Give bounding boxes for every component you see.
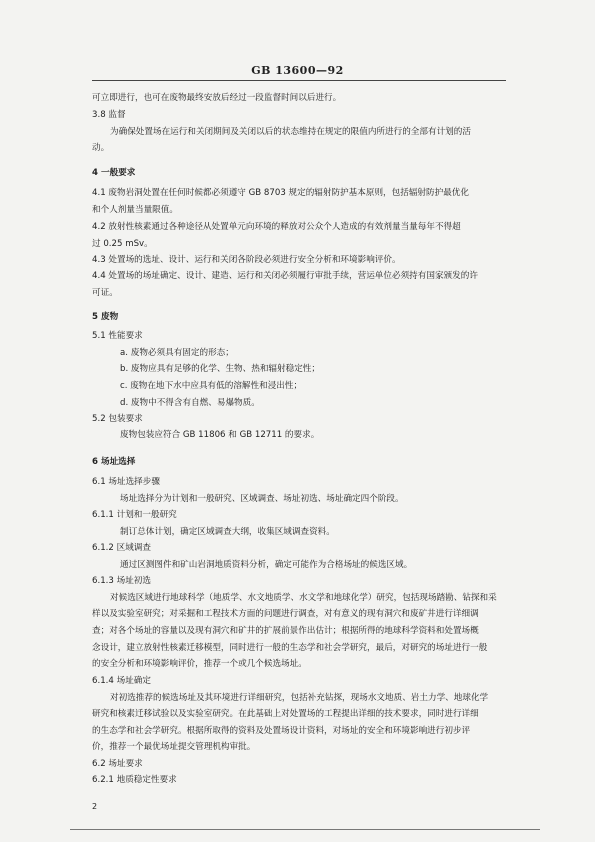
footer-rule xyxy=(70,829,540,830)
text-line: 样以及实验室研究；对采掘和工程技术方面的问题进行调查，对有意义的现有洞穴和废矿井进行详细调 xyxy=(92,609,479,619)
list-item-c: c. 废物在地下水中应具有低的溶解性和浸出性； xyxy=(120,381,303,391)
list-item-a: a. 废物必须具有固定的形态； xyxy=(120,348,234,358)
clause-6-2: 6.2 场址要求 xyxy=(92,759,143,769)
clause-6-2-1: 6.2.1 地质稳定性要求 xyxy=(92,775,177,785)
clause-5-2: 5.2 包装要求 xyxy=(92,414,143,424)
text-line: 动。 xyxy=(92,143,110,153)
section-heading-4: 4 一般要求 xyxy=(92,168,136,178)
text-line: 查；对各个场址的容量以及现有洞穴和矿井的扩展前景作出估计；根据所得的地球科学资料和处置场概 xyxy=(92,626,479,636)
text-line: 对候选区域进行地球科学（地质学、水文地质学、水文学和地球化学）研究，包括现场踏勘、钻探和采 xyxy=(110,593,497,603)
clause-6-1-2: 6.1.2 区域调查 xyxy=(92,543,151,553)
section-heading-5: 5 废物 xyxy=(92,312,119,322)
standard-number-header: GB 13600—92 xyxy=(251,64,344,77)
clause-6-1: 6.1 场址选择步骤 xyxy=(92,477,160,487)
clause-5-1: 5.1 性能要求 xyxy=(92,331,143,341)
text-line: 念设计，建立放射性核素迁移模型，同时进行一般的生态学和社会学研究，最后，对研究的场址进行一般 xyxy=(92,643,488,653)
list-item-d: d. 废物中不得含有自燃、易爆物质。 xyxy=(120,398,260,408)
text-line: 为确保处置场在运行和关闭期间及关闭以后的状态维持在规定的限值内所进行的全部有计划的活 xyxy=(110,127,471,137)
text-line: 和个人剂量当量限值。 xyxy=(92,205,178,215)
text-line: 的安全分析和环境影响评价，推荐一个或几个候选场址。 xyxy=(92,659,307,669)
list-item-b: b. 废物应具有足够的化学、生物、热和辐射稳定性； xyxy=(120,364,320,374)
text-line: 通过区测图件和矿山岩洞地质资料分析，确定可能作为合格场址的候选区域。 xyxy=(120,560,413,570)
clause-4-1: 4.1 废物岩洞处置在任何时候都必须遵守 GB 8703 规定的辐射防护基本原则，包括辐射防护最优化 xyxy=(92,188,469,198)
section-heading-6: 6 场址选择 xyxy=(92,457,136,467)
text-line: 场址选择分为计划和一般研究、区域调查、场址初选、场址确定四个阶段。 xyxy=(120,494,404,504)
text-line: 对初选推荐的候选场址及其环境进行详细研究，包括补充钻探，现场水文地质、岩土力学、地球化学 xyxy=(110,693,489,703)
text-line: 过 0.25 mSv。 xyxy=(92,239,153,249)
text-line: 的生态学和社会学研究。根据所取得的资料及处置场设计资料，对场址的安全和环境影响进行初步评 xyxy=(92,726,471,736)
header-rule xyxy=(92,80,506,81)
clause-4-3: 4.3 处置场的选址、设计、运行和关闭各阶段必须进行安全分析和环境影响评价。 xyxy=(92,255,401,265)
text-line: 研究和核素迁移试验以及实验室研究。在此基础上对处置场的工程提出详细的技术要求，同时进行详细 xyxy=(92,709,479,719)
text-line: 可证。 xyxy=(92,288,118,298)
section-heading-3-8: 3.8 监督 xyxy=(92,110,126,120)
clause-6-1-3: 6.1.3 场址初选 xyxy=(92,576,151,586)
clause-6-1-1: 6.1.1 计划和一般研究 xyxy=(92,510,177,520)
text-line: 价，推荐一个最优场址提交管理机构审批。 xyxy=(92,742,256,752)
clause-6-1-4: 6.1.4 场址确定 xyxy=(92,676,151,686)
clause-4-4: 4.4 处置场的场址确定、设计、建造、运行和关闭必须履行审批手续，营运单位必须持有国家颁发的许 xyxy=(92,271,478,281)
clause-4-2: 4.2 放射性核素通过各种途径从处置单元向环境的释放对公众个人造成的有效剂量当量每年不得超 xyxy=(92,222,461,232)
page-number: 2 xyxy=(92,802,98,811)
text-line: 可立即进行，也可在废物最终安放后经过一段监督时间以后进行。 xyxy=(92,93,342,103)
text-line: 废物包装应符合 GB 11806 和 GB 12711 的要求。 xyxy=(120,430,320,440)
text-line: 制订总体计划，确定区域调查大纲，收集区域调查资料。 xyxy=(120,527,335,537)
